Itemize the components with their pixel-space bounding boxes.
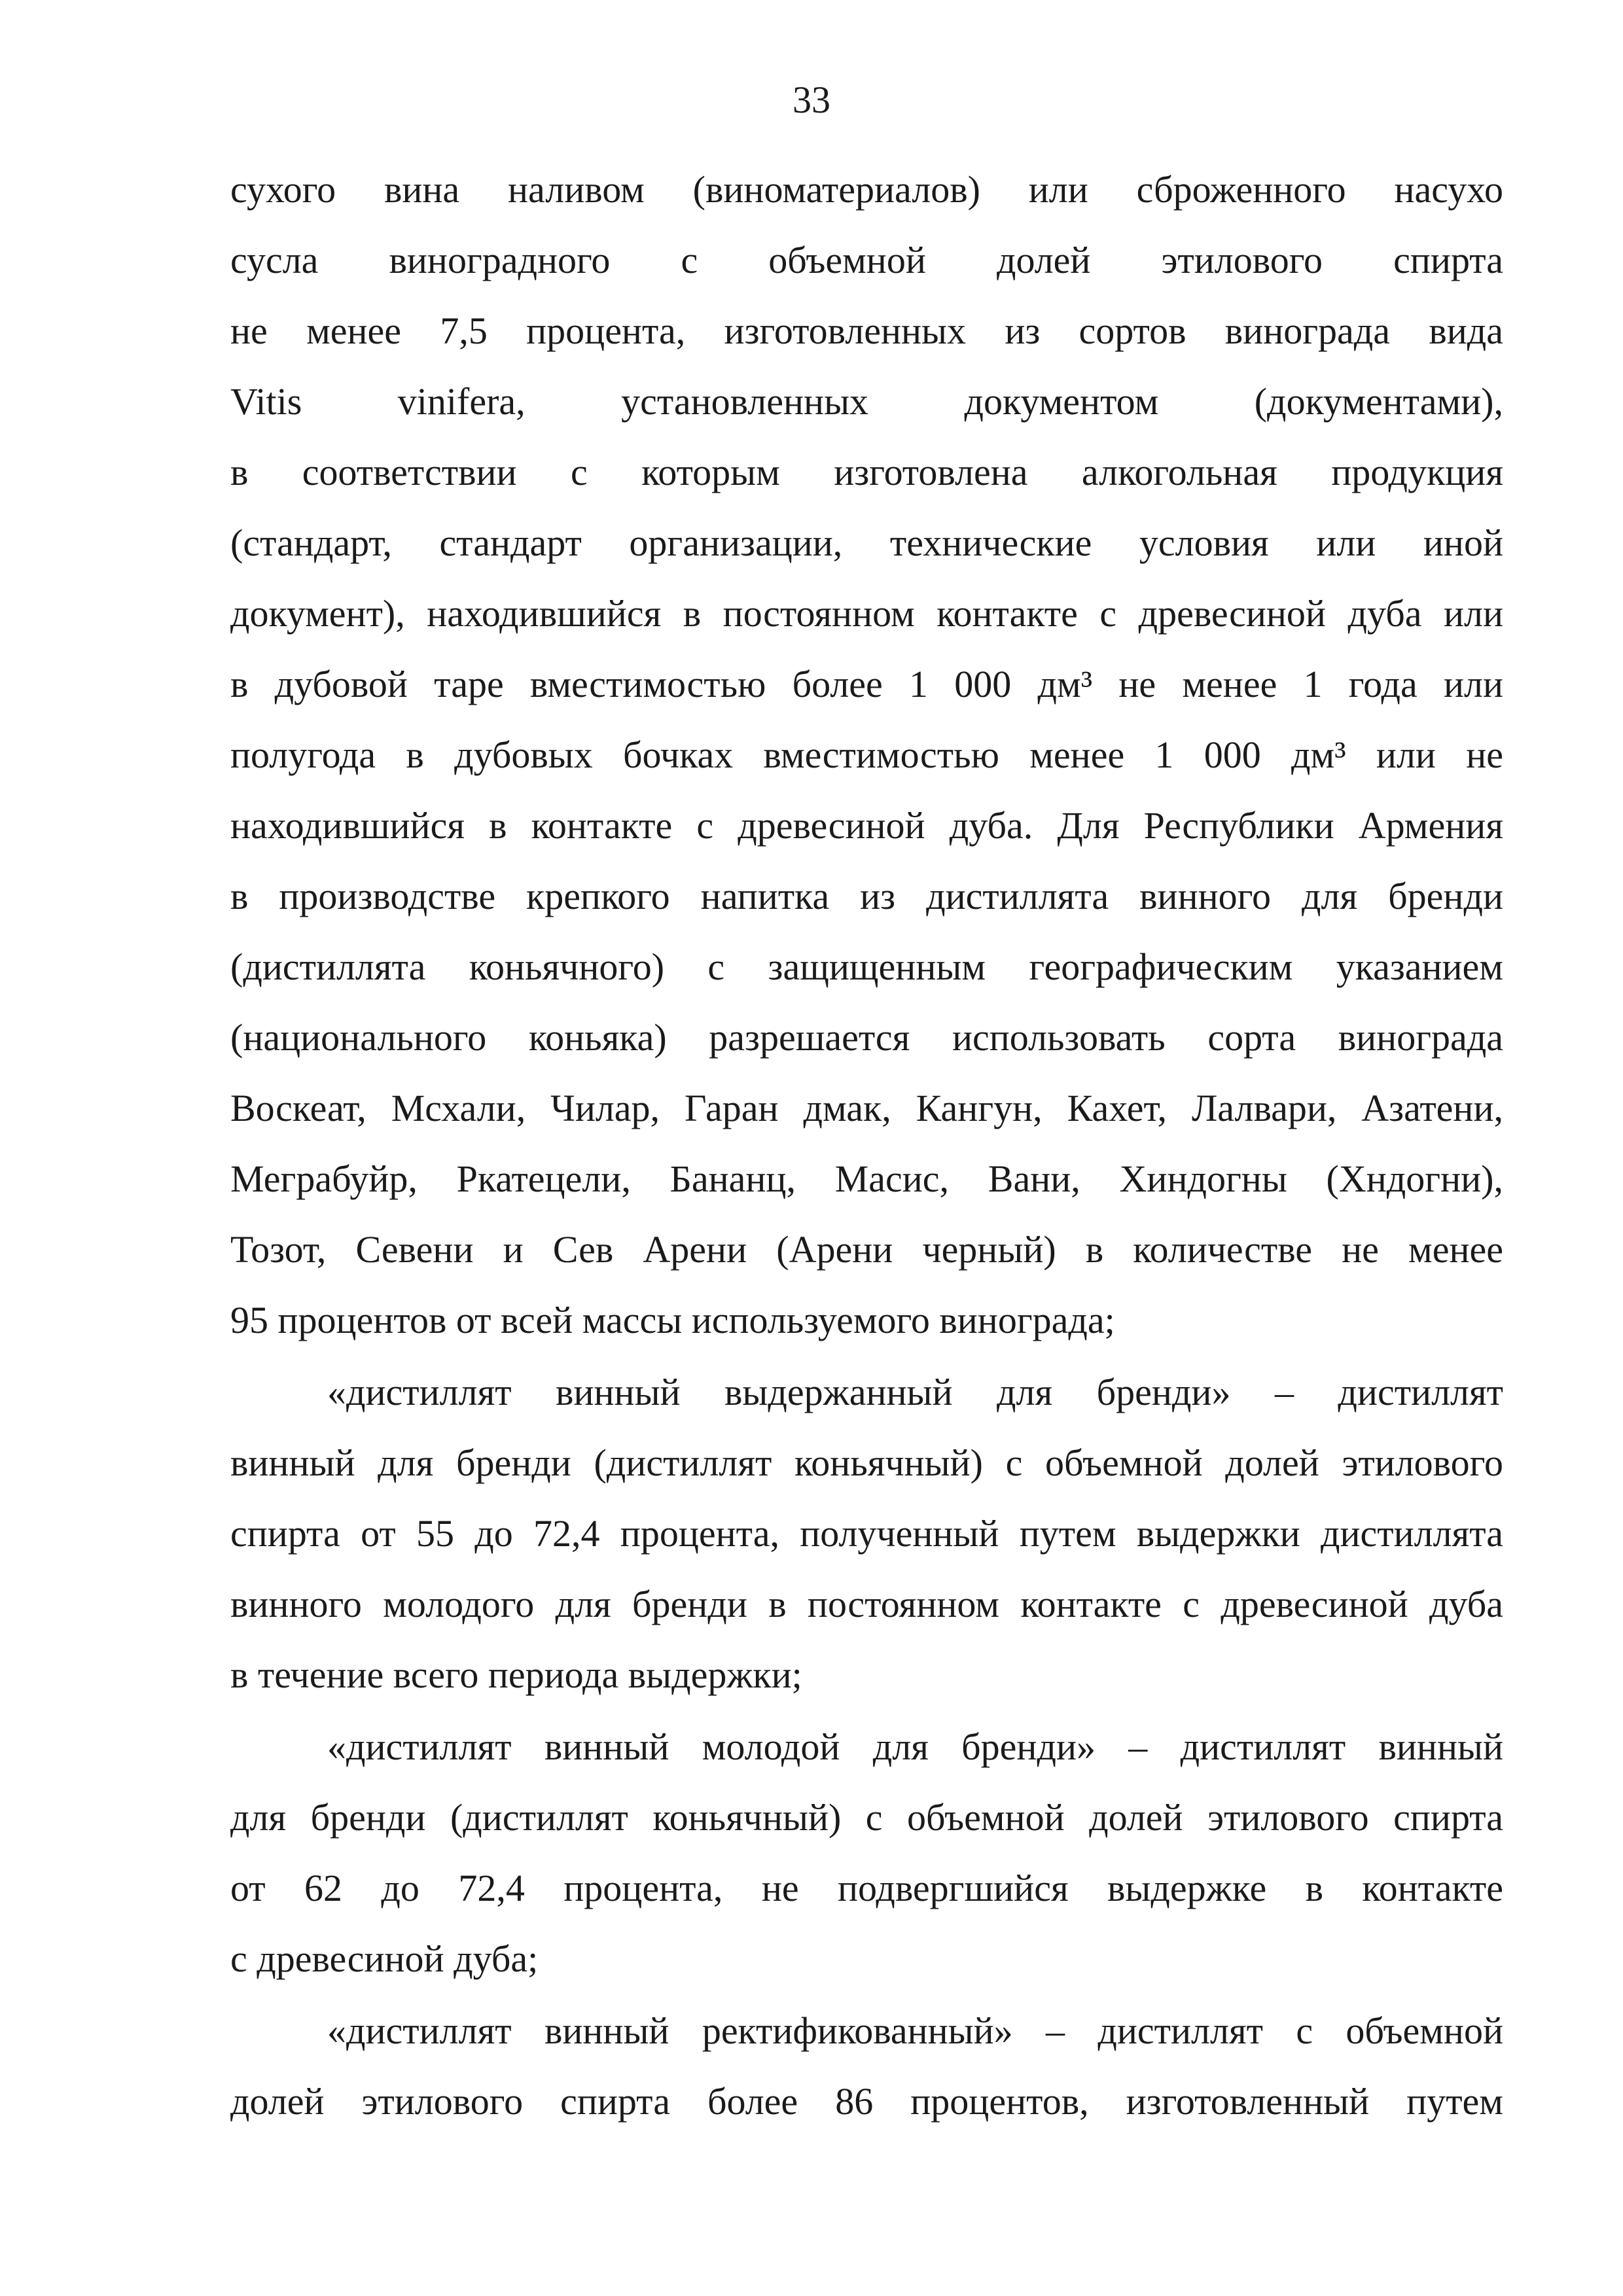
text-line: «дистиллят винный ректификованный» – дистиллят с объемной [327, 2009, 1503, 2052]
text-line: «дистиллят винный выдержанный для бренди» – дистиллят [327, 1371, 1503, 1413]
text-line: «дистиллят винный молодой для бренди» – дистиллят винный [327, 1725, 1503, 1768]
text-line: Vitis vinifera, установленных документом (документами), [230, 380, 1503, 423]
text-line: сусла виноградного с объемной долей этилового спирта [230, 239, 1503, 281]
text-line: винный для бренди (дистиллят коньячный) с объемной долей этилового [230, 1441, 1503, 1484]
text-line: полугода в дубовых бочках вместимостью менее 1 000 дм³ или не [230, 733, 1503, 776]
text-line: винного молодого для бренди в постоянном контакте с древесиной дуба [230, 1583, 1503, 1625]
text-line: от 62 до 72,4 процента, не подвергшийся выдержке в контакте [230, 1867, 1503, 1909]
text-line: в соответствии с которым изготовлена алкогольная продукция [230, 451, 1503, 493]
text-line: не менее 7,5 процента, изготовленных из сортов винограда вида [230, 309, 1503, 352]
text-line: в дубовой таре вместимостью более 1 000 дм³ не менее 1 года или [230, 663, 1503, 705]
text-line: долей этилового спирта более 86 процентов, изготовленный путем [230, 2080, 1503, 2123]
text-line: для бренди (дистиллят коньячный) с объемной долей этилового спирта [230, 1796, 1503, 1839]
text-line: находившийся в контакте с древесиной дуба. Для Республики Армения [230, 804, 1503, 847]
text-line: Меграбуйр, Ркатецели, Бананц, Масис, Вани, Хиндогны (Хндогни), [230, 1157, 1503, 1200]
text-line: (дистиллята коньячного) с защищенным географическим указанием [230, 945, 1503, 988]
text-line: в производстве крепкого напитка из дистиллята винного для бренди [230, 875, 1503, 917]
text-line: с древесиной дуба; [230, 1937, 539, 1980]
text-line: 95 процентов от всей массы используемого винограда; [230, 1299, 1115, 1341]
text-line: (стандарт, стандарт организации, технические условия или иной [230, 521, 1503, 564]
page-number: 33 [793, 79, 830, 121]
text-line: в течение всего периода выдержки; [230, 1653, 802, 1696]
text-line: (национального коньяка) разрешается использовать сорта винограда [230, 1016, 1503, 1059]
text-line: спирта от 55 до 72,4 процента, полученный путем выдержки дистиллята [230, 1512, 1503, 1555]
text-line: документ), находившийся в постоянном контакте с древесиной дуба или [230, 592, 1503, 635]
text-line: сухого вина наливом (виноматериалов) или сброженного насухо [230, 168, 1503, 211]
text-line: Тозот, Севени и Сев Арени (Арени черный) в количестве не менее [230, 1228, 1503, 1271]
text-line: Воскеат, Мсхали, Чилар, Гаран дмак, Кангун, Кахет, Лалвари, Азатени, [230, 1087, 1503, 1129]
